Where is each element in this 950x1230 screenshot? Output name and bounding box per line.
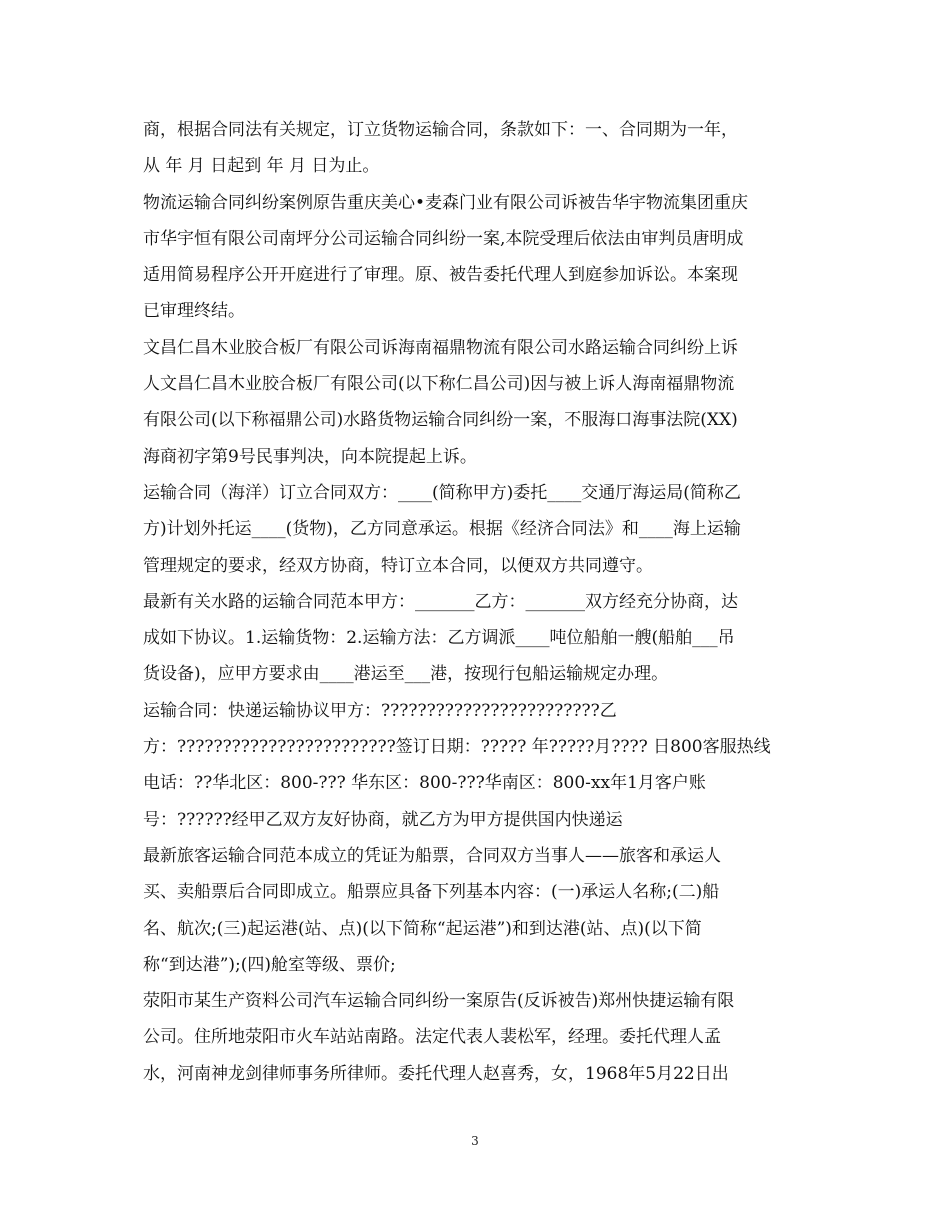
text-line: 方)计划外托运____(货物)，乙方同意承运。根据《经济合同法》和____海上运输 — [143, 519, 741, 540]
text-line: 物流运输合同纠纷案例原告重庆美心•麦森门业有限公司诉被告华宇物流集团重庆 — [143, 192, 749, 213]
text-line: 电话：??华北区：800-??? 华东区：800-???华南区：800-xx年1月客户账 — [143, 773, 706, 794]
text-line: 公司。住所地荥阳市火车站站南路。法定代表人裴松军，经理。委托代理人孟 — [143, 1027, 721, 1048]
text-line: 管理规定的要求，经双方协商，特订立本合同，以便双方共同遵守。 — [143, 555, 653, 576]
text-line: 名、航次;(三)起运港(站、点)(以下简称“起运港”)和到达港(站、点)(以下简 — [143, 918, 702, 939]
text-line: 文昌仁昌木业胶合板厂有限公司诉海南福鼎物流有限公司水路运输合同纠纷上诉 — [143, 337, 738, 358]
text-line: 人文昌仁昌木业胶合板厂有限公司(以下称仁昌公司)因与被上诉人海南福鼎物流 — [143, 374, 735, 395]
text-line: 方：????????????????????????签订日期：????? 年?????月???? 日800客服热线 — [143, 737, 771, 758]
text-line: 已审理终结。 — [143, 301, 245, 322]
text-line: 水，河南神龙剑律师事务所律师。委托代理人赵喜秀，女，1968年5月22日出 — [143, 1063, 729, 1084]
text-line: 成如下协议。1.运输货物：2.运输方法：乙方调派____吨位船舶一艘(船舶___吊 — [143, 628, 735, 649]
text-line: 市华宇恒有限公司南坪分公司运输合同纠纷一案,本院受理后依法由审判员唐明成 — [143, 228, 744, 249]
text-line: 称“到达港”);(四)舱室等级、票价; — [143, 954, 396, 975]
text-line: 从 年 月 日起到 年 月 日为止。 — [143, 156, 380, 177]
text-line: 商，根据合同法有关规定，订立货物运输合同，条款如下：一、合同期为一年， — [143, 120, 738, 140]
text-line: 海商初字第9号民事判决，向本院提起上诉。 — [143, 446, 477, 467]
text-line: 适用简易程序公开开庭进行了审理。原、被告委托代理人到庭参加诉讼。本案现 — [143, 265, 738, 286]
text-line: 最新有关水路的运输合同范本甲方：_______乙方：_______双方经充分协商，达 — [143, 591, 738, 612]
text-line: 货设备)，应甲方要求由____港运至___港，按现行包船运输规定办理。 — [143, 664, 669, 685]
text-line: 荥阳市某生产资料公司汽车运输合同纠纷一案原告(反诉被告)郑州快捷运输有限 — [143, 991, 735, 1012]
text-line: 号：??????经甲乙双方友好协商，就乙方为甲方提供国内快递运 — [143, 809, 623, 830]
text-line: 有限公司(以下称福鼎公司)水路货物运输合同纠纷一案，不服海口海事法院(XX) — [143, 410, 738, 431]
page-number: 3 — [471, 1134, 479, 1148]
text-line: 运输合同（海洋）订立合同双方：____(简称甲方)委托____交通厅海运局(简称乙 — [143, 482, 741, 503]
document-body — [143, 112, 808, 1092]
text-line: 最新旅客运输合同范本成立的凭证为船票，合同双方当事人——旅客和承运人 — [143, 845, 721, 866]
text-line: 买、卖船票后合同即成立。船票应具备下列基本内容：(一)承运人名称;(二)船 — [143, 882, 720, 903]
text-line: 运输合同：快递运输协议甲方：????????????????????????乙 — [143, 700, 617, 721]
